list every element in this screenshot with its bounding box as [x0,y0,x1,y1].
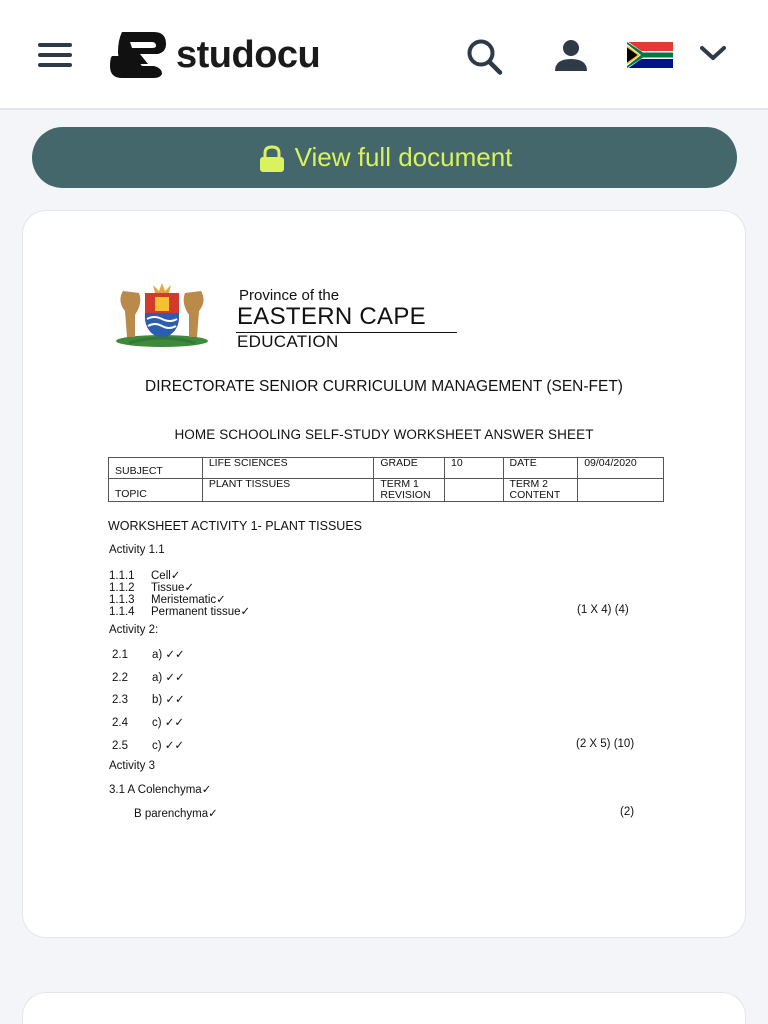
chevron-down-icon[interactable] [697,43,729,63]
next-document-card [22,992,746,1024]
activity-3-marks: (2) [620,806,635,818]
document-preview-card [22,210,746,938]
table-cell [445,479,504,502]
department-name: EDUCATION [237,332,339,351]
menu-icon[interactable] [38,42,72,68]
lock-icon [257,145,287,173]
activity-3-heading: Activity 3 [109,760,156,772]
table-cell [578,479,664,502]
table-row [109,458,664,479]
activity-2-heading: Activity 2: [109,624,159,636]
studocu-logo-mark-icon [108,30,168,80]
list-item: 2.3 b) ✓✓ [112,694,185,706]
activity-1-marks: (1 X 4) (4) [577,604,629,616]
subject-info-table [108,457,664,502]
worksheet-activity-title: WORKSHEET ACTIVITY 1- PLANT TISSUES [108,519,363,533]
table-cell: 10 [445,458,504,479]
coat-of-arms-icon [109,281,215,349]
table-cell: LIFE SCIENCES [202,458,374,479]
list-item: 1.1.3 Meristematic✓ [109,594,226,606]
studocu-logo[interactable] [108,30,320,80]
top-navigation-bar [0,0,768,110]
table-cell: DATE [503,458,578,479]
list-item: 2.4 c) ✓✓ [112,717,185,729]
table-cell: TERM 2 CONTENT [503,479,578,502]
list-item: 3.1 A Colenchyma✓ [109,784,212,796]
worksheet-sheet-title: HOME SCHOOLING SELF-STUDY WORKSHEET ANSWER SHEET [174,427,594,442]
directorate-heading: DIRECTORATE SENIOR CURRICULUM MANAGEMENT (SEN-FET) [145,378,623,395]
table-cell: GRADE [374,458,445,479]
search-icon[interactable] [463,36,505,78]
south-africa-flag-icon[interactable] [627,42,673,68]
list-item: 2.1 a) ✓✓ [112,649,185,661]
activity-1-heading: Activity 1.1 [109,544,165,556]
table-cell: 09/04/2020 [578,458,664,479]
list-item: 1.1.1 Cell✓ [109,570,181,582]
list-item: 2.2 a) ✓✓ [112,672,185,684]
view-full-document-label: View full document [294,142,513,172]
document-page [23,211,747,939]
table-cell: TOPIC [109,479,203,502]
province-name: EASTERN CAPE [237,303,426,330]
table-row [109,479,664,502]
user-icon[interactable] [551,37,591,77]
list-item: 1.1.4 Permanent tissue✓ [109,606,251,618]
activity-2-marks: (2 X 5) (10) [576,738,635,750]
table-cell: PLANT TISSUES [202,479,374,502]
table-cell: SUBJECT [109,458,203,479]
list-item: 2.5 c) ✓✓ [112,740,185,752]
table-cell: TERM 1 REVISION [374,479,445,502]
view-full-document-button[interactable] [32,127,737,188]
list-item: B parenchyma✓ [134,808,218,820]
list-item: 1.1.2 Tissue✓ [109,582,195,594]
brand-name: studocu [176,34,321,76]
province-of-text: Province of the [239,287,340,304]
